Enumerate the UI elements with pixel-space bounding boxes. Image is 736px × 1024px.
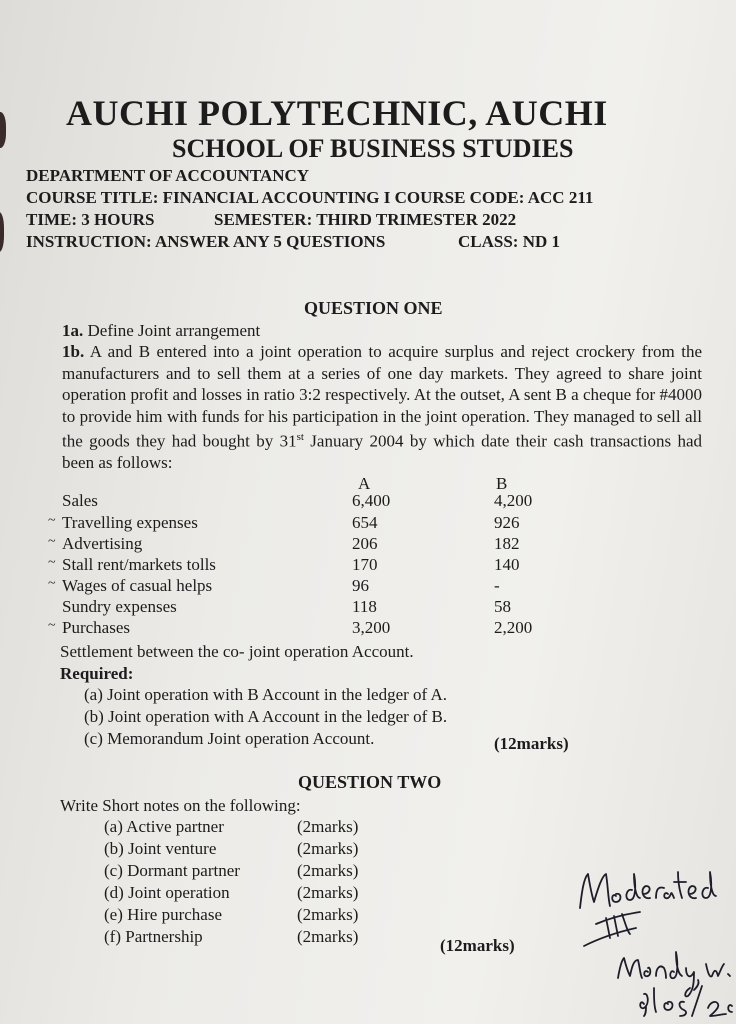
row-value-b: - bbox=[494, 576, 500, 595]
moderator-signature bbox=[570, 868, 736, 1018]
table-row bbox=[62, 597, 622, 618]
required-item-b: (b) Joint operation with A Account in the ledger of B. bbox=[84, 707, 448, 726]
row-value-b: 4,200 bbox=[494, 491, 533, 510]
row-value-b: 2,200 bbox=[494, 618, 533, 637]
row-value-a: 96 bbox=[352, 576, 369, 595]
row-value-a: 118 bbox=[352, 597, 377, 616]
list-item bbox=[104, 927, 404, 949]
row-label: Sales bbox=[62, 491, 98, 510]
column-b-header: B bbox=[496, 474, 508, 493]
row-value-b: 58 bbox=[494, 597, 511, 616]
row-value-a: 6,400 bbox=[352, 491, 391, 510]
row-value-a: 170 bbox=[352, 555, 378, 574]
list-item-label: (f) Partnership bbox=[104, 927, 203, 946]
institution-title: AUCHI POLYTECHNIC, AUCHI bbox=[66, 93, 608, 133]
table-row bbox=[48, 513, 622, 534]
instruction-line: INSTRUCTION: ANSWER ANY 5 QUESTIONS bbox=[26, 232, 386, 251]
settlement-line: Settlement between the co- joint operation Account. bbox=[60, 642, 414, 661]
school-title: SCHOOL OF BUSINESS STUDIES bbox=[172, 134, 574, 163]
q2-marks: (12marks) bbox=[440, 936, 515, 955]
q1b-sup: st bbox=[296, 431, 304, 443]
q1b-text-end: January 2004 by which date their cash transactions had been as follows: bbox=[62, 431, 702, 473]
time-line: TIME: 3 HOURS bbox=[26, 210, 155, 229]
tick-mark: ~ bbox=[48, 618, 56, 633]
question-two-title: QUESTION TWO bbox=[298, 772, 442, 792]
table-row bbox=[62, 491, 622, 512]
tick-mark: ~ bbox=[48, 534, 56, 549]
list-item bbox=[104, 817, 404, 839]
list-item-marks: (2marks) bbox=[297, 861, 359, 880]
list-item-marks: (2marks) bbox=[297, 927, 359, 946]
class-line: CLASS: ND 1 bbox=[458, 232, 561, 251]
list-item bbox=[104, 905, 404, 927]
required-label: Required: bbox=[60, 664, 134, 683]
tick-mark: ~ bbox=[48, 555, 56, 570]
table-row bbox=[48, 534, 622, 555]
q1a bbox=[62, 320, 260, 342]
row-label: Wages of casual helps bbox=[62, 576, 213, 595]
course-line: COURSE TITLE: FINANCIAL ACCOUNTING I COURSE CODE: ACC 211 bbox=[26, 188, 594, 207]
list-item bbox=[104, 883, 404, 905]
list-item-label: (c) Dormant partner bbox=[104, 861, 240, 880]
q1a-label: 1a. bbox=[62, 321, 84, 340]
row-value-a: 206 bbox=[352, 534, 378, 553]
q1b-label: 1b. bbox=[62, 342, 85, 361]
list-item-marks: (2marks) bbox=[297, 883, 359, 902]
row-label: Travelling expenses bbox=[62, 513, 198, 532]
list-item-label: (e) Hire purchase bbox=[104, 905, 222, 924]
table-row bbox=[48, 576, 622, 597]
row-label: Sundry expenses bbox=[62, 597, 177, 616]
department-line: DEPARTMENT OF ACCOUNTANCY bbox=[26, 166, 310, 185]
list-item-marks: (2marks) bbox=[297, 817, 359, 836]
table-row bbox=[48, 618, 622, 639]
list-item-label: (a) Active partner bbox=[104, 817, 224, 836]
required-item-a: (a) Joint operation with B Account in the ledger of A. bbox=[84, 685, 448, 704]
list-item-marks: (2marks) bbox=[297, 839, 359, 858]
tick-mark: ~ bbox=[48, 513, 56, 528]
row-value-a: 654 bbox=[352, 513, 378, 532]
list-item bbox=[104, 839, 404, 861]
row-value-a: 3,200 bbox=[352, 618, 391, 637]
list-item-label: (b) Joint venture bbox=[104, 839, 217, 858]
row-value-b: 182 bbox=[494, 534, 520, 553]
list-item-label: (d) Joint operation bbox=[104, 883, 230, 902]
row-label: Purchases bbox=[62, 618, 130, 637]
list-item-marks: (2marks) bbox=[297, 905, 359, 924]
required-item-c: (c) Memorandum Joint operation Account. bbox=[84, 729, 375, 748]
column-a-header: A bbox=[358, 474, 371, 493]
tick-mark: ~ bbox=[48, 576, 56, 591]
q2-intro: Write Short notes on the following: bbox=[60, 796, 301, 815]
row-value-b: 926 bbox=[494, 513, 520, 532]
table-row bbox=[48, 555, 622, 576]
question-one-title: QUESTION ONE bbox=[304, 298, 443, 318]
q1a-text: Define Joint arrangement bbox=[87, 321, 261, 340]
q1b-text: A and B entered into a joint operation to acquire surplus and reject crockery from the manufacturers and to sell them at a series of one day markets. They agreed to share joint operation profit and losses in ratio 3:2 respectively. At the outset, A sent B a cheque for #4000 to provide him with funds for his participation in the joint operation. They managed to sell all the goods they had bought by 31 bbox=[62, 342, 702, 451]
row-value-b: 140 bbox=[494, 555, 520, 574]
list-item bbox=[104, 861, 404, 883]
semester-line: SEMESTER: THIRD TRIMESTER 2022 bbox=[214, 210, 517, 229]
row-label: Stall rent/markets tolls bbox=[62, 555, 216, 574]
q1-marks: (12marks) bbox=[494, 734, 569, 753]
row-label: Advertising bbox=[62, 534, 143, 553]
q1b-paragraph bbox=[62, 341, 702, 474]
